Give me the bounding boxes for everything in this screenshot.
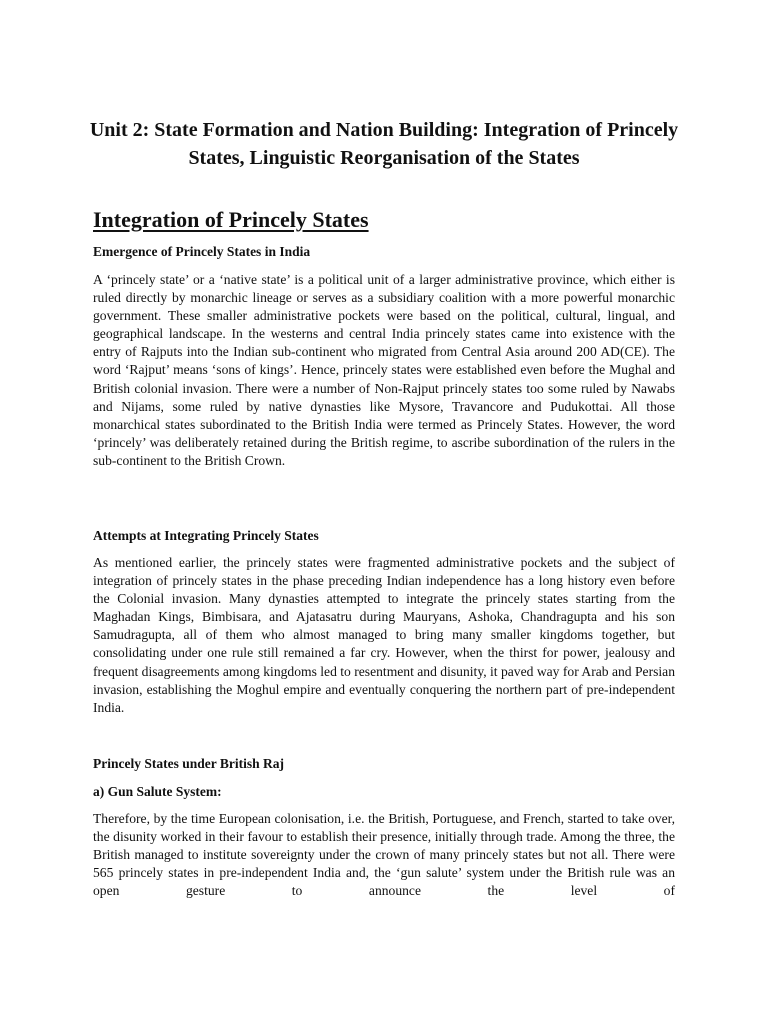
paragraph-gun-salute: Therefore, by the time European colonisation, i.e. the British, Portuguese, and French, started to take over, the disunity worked in their favour to establish their presence, initially through trade. Among the three, the British managed to institute sovereignty under the crown of many princely states but not all. There were 565 princely states in pre-independent India and, the ‘gun salute’ system under the British rule was an open gesture to announce the level of [93,811,675,899]
subheading-emergence: Emergence of Princely States in India [93,244,311,259]
subheading-attempts: Attempts at Integrating Princely States [93,528,319,543]
paragraph-emergence: A ‘princely state’ or a ‘native state’ is a political unit of a larger administrative province, which either is ruled directly by monarchic lineage or serves as a subsidiary coalition with a more powerful monarchic government. These smaller administrative pockets were based on the political, cultural, lingual, and geographical landscape. In the westerns and central India princely states came into existence with the entry of Rajputs into the Indian sub-continent who migrated from Central Asia around 200 AD(CE). The word ‘Rajput’ means ‘sons of kings’. Hence, princely states were established even before the Mughal and British colonial invasion. There were a number of Non-Rajput princely states too some ruled by Nawabs and Nijams, some ruled by native dynasties like Mysore, Travancore and Pudukottai. All those monarchical states subordinated to the British India were termed as Princely States. However, the word ‘princely’ was deliberately retained during the British regime, to ascribe subordination of the rulers in the sub-continent to the British Crown. [93,272,675,468]
subheading-gun-salute: a) Gun Salute System: [93,784,222,799]
section-heading: Integration of Princely States [93,207,369,232]
document-title: Unit 2: State Formation and Nation Building: Integration of Princely States, Linguistic Reorganisation of the States [89,119,679,169]
subheading-british-raj: Princely States under British Raj [93,756,284,771]
paragraph-attempts: As mentioned earlier, the princely states were fragmented administrative pockets and the subject of integration of princely states in the phase preceding Indian independence has a long history even before the Colonial invasion. Many dynasties attempted to integrate the princely states starting from the Maghadan Kings, Bimbisara, and Ajatasatru during Mauryans, Ashoka, Chandragupta and his son Samudragupta, all of them who almost managed to bring many smaller kingdoms together, but consolidating under one rule still remained a far cry. However, when the thirst for power, jealousy and frequent disagreements among kingdoms led to resentment and disunity, it paved way for Arab and Persian invasion, establishing the Moghul empire and eventually conquering the northern part of pre-independent India. [93,555,675,715]
